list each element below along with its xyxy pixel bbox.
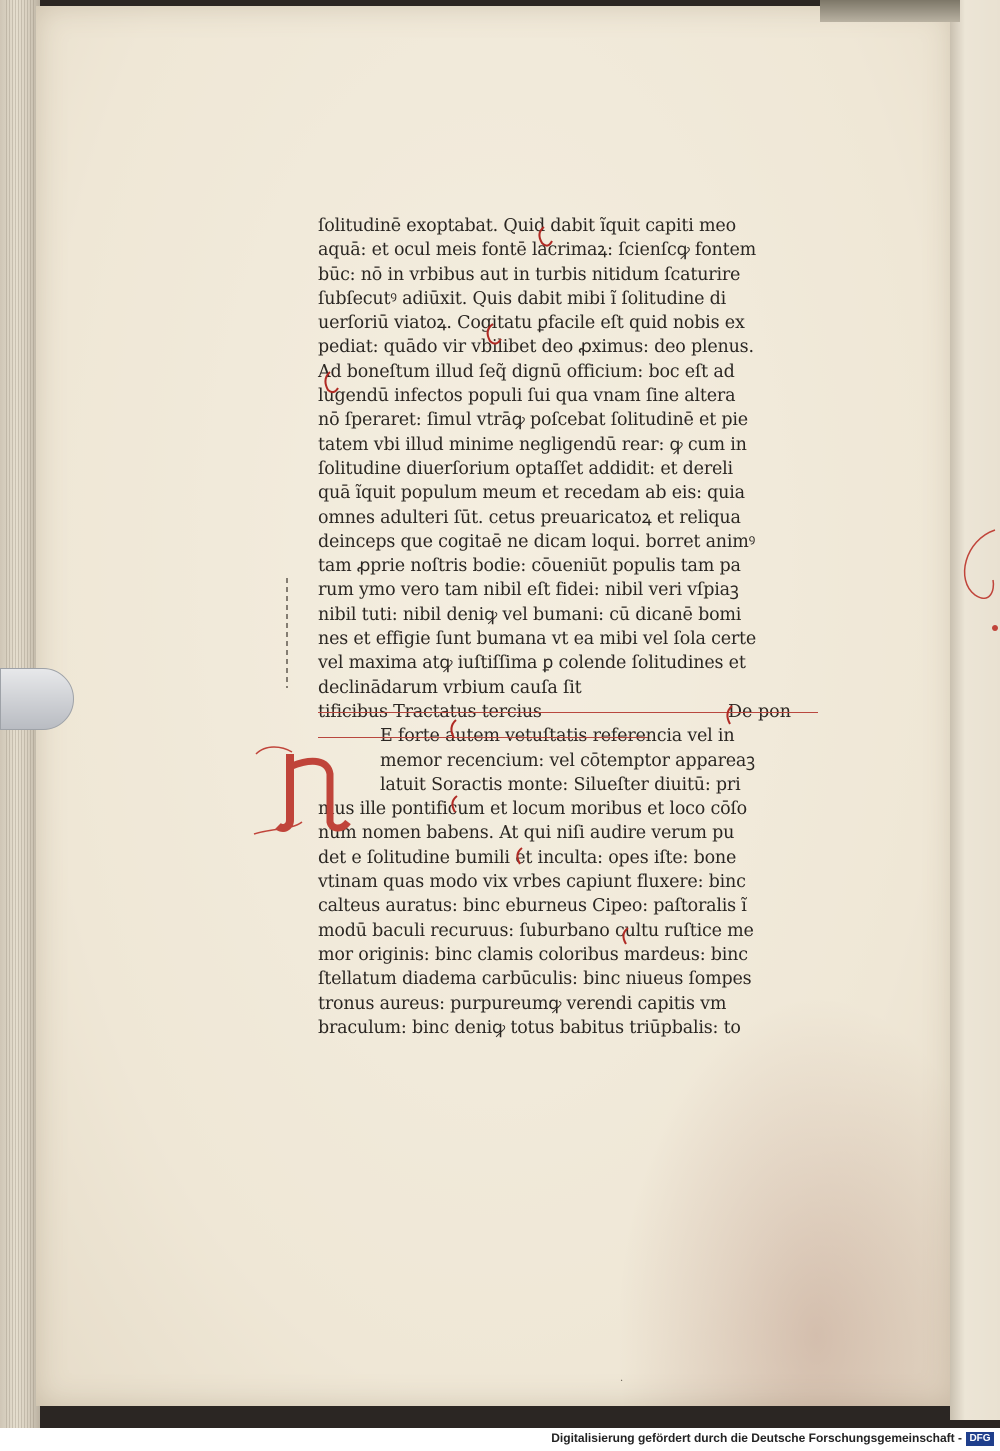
- drop-initial-n: [252, 742, 364, 842]
- text-line: vtinam quas modo vix vrbes capiunt fluxere: binc: [318, 872, 746, 893]
- text-line: latuit Soractis monte: Silueſter diuitū: pri: [380, 774, 741, 795]
- text-line: det e ſolitudine bumili et inculta: opes iſte: bone: [318, 847, 737, 868]
- text-line: mor originis: binc clamis coloribus mardeus: binc: [318, 944, 748, 965]
- text-line: rum ymo vero tam nibil eſt fidei: nibil veri vſpiaꝫ: [318, 580, 739, 601]
- footer-bar: [0, 1428, 1000, 1451]
- text-line: pediat: quādo vir vbilibet deo ꝓximus: deo plenus.: [318, 337, 754, 358]
- text-line: quā ĩquit populum meum et recedam ab eis: quia: [318, 483, 745, 504]
- text-line: Ad boneſtum illud ſeq̃ dignū officium: boc eſt ad: [318, 361, 735, 382]
- text-line: nibil tuti: nibil deniꝙ vel bumani: cū dicanē bomi: [318, 604, 742, 625]
- text-line: mus ille pontificum et locum moribus et loco cōſo: [318, 799, 748, 820]
- text-line: ſolitudinē exoptabat. Quid dabit ĩquit capiti meo: [318, 216, 736, 236]
- svg-text:N: N: [312, 762, 313, 763]
- text-line: tronus aureus: purpureumꝙ verendi capitis vm: [318, 993, 727, 1014]
- text-line: ſtellatum diadema carbūculis: binc niueus ſompes: [318, 969, 752, 990]
- text-line: aquā: et ocul meis fontē lacrimaꝝ: ſcienſcꝙ fontem: [318, 240, 756, 261]
- text-line: declinādarum vrbium cauſa ſit: [318, 677, 582, 698]
- text-line: uerſoriū viatoꝝ. Cogitatu ꝑfacile eſt quid nobis ex: [318, 313, 745, 334]
- text-line: tatem vbi illud minime negligendū rear: ꝙ cum in: [318, 434, 747, 455]
- text-line: num nomen babens. At qui niſi audire verum pu: [318, 823, 735, 844]
- text-line: tam ꝓprie noſtris bodie: cōueniūt populis tam pa: [318, 556, 741, 577]
- text-line: nō ſperaret: ſimul vtrāꝙ poſcebat ſolitudinē et pie: [318, 410, 748, 431]
- text-line: E forte autem vetuſtatis referencia vel in: [380, 726, 735, 747]
- text-line: ſolitudine diuerſorium optaſſet addidit: et dereli: [318, 458, 733, 479]
- text-line: būc: nō in vrbibus aut in turbis nitidum ſcaturire: [318, 264, 741, 285]
- text-line: ſubſecutꝰ adiūxit. Quis dabit mibi ĩ ſolitudine di: [318, 288, 727, 309]
- section-heading: tificibus Tractatus tercius: [318, 701, 542, 722]
- text-line: modū baculi recuruus: ſuburbano cultu ruſtice me: [318, 920, 754, 941]
- text-line: nes et effigie ſunt bumana vt ea mibi vel ſola certe: [318, 629, 757, 650]
- text-line: memor recencium: vel cōtemptor appareaꝫ: [380, 750, 755, 771]
- text-line: braculum: binc deniꝙ totus babitus triūpbalis: to: [318, 1017, 741, 1038]
- heading-right: De pon: [728, 702, 791, 722]
- folio-mark: ·: [620, 1376, 624, 1387]
- footer-text: Digitalisierung gefördert durch die Deutsche Forschungsgemeinschaft -: [551, 1431, 962, 1445]
- text-line: deinceps que cogitaē ne dicam loqui. borret animꝰ: [318, 531, 756, 552]
- dfg-logo: DFG: [966, 1432, 994, 1446]
- text-line: calteus auratus: binc eburneus Cipeo: paſtoralis ĩ: [318, 896, 747, 917]
- text-line: omnes adulteri ſūt. cetus preuaricatoꝝ et reliqua: [318, 507, 741, 528]
- text-line: lugendū infectos populi ſui qua vnam ſine altera: [318, 386, 736, 407]
- text-line: vel maxima atꝙ iuſtiſſima ꝑ colende ſolitudines et: [318, 653, 746, 674]
